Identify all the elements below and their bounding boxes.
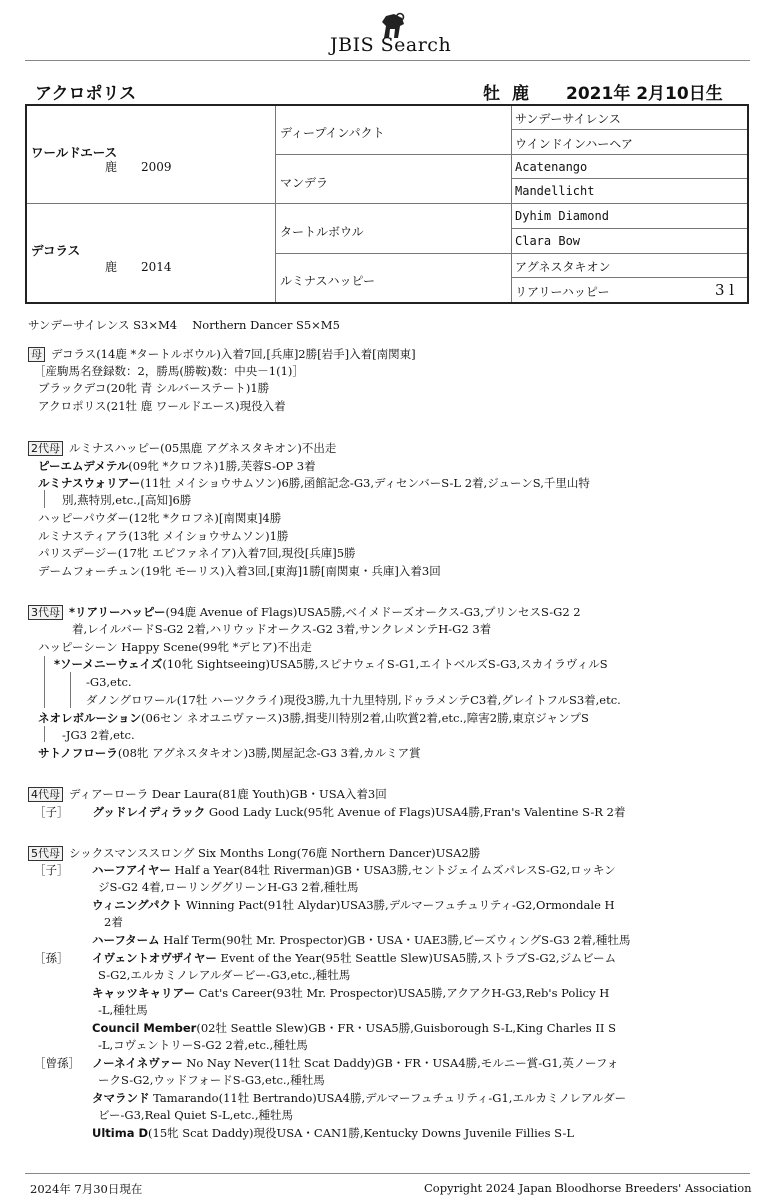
g3-section-head: 3代母 *リアリーハッピー(94鹿 Avenue of Flags)USA5勝,ベイメドーズオークス-G3,プリンセスS-G2 2	[28, 604, 581, 620]
inbreeding-line: サンデーサイレンス S3×M4 Northern Dancer S5×M5	[28, 318, 340, 332]
g5-cont: ビー-G3,Real Quiet S-L,etc.,種牡馬	[98, 1108, 293, 1122]
g3-cont: -JG3 2着,etc.	[62, 728, 135, 742]
dam-registry: ［産駒馬名登録数：2，勝馬(勝鞍)数：中央－1(1)］	[34, 364, 304, 378]
g2-foal: デームフォーチュン(19牝 モーリス)入着3回,[東海]1勝[南関東・兵庫]入着3回	[38, 564, 441, 578]
jbis-logo	[0, 10, 775, 56]
g4-foal: ［子］ グッドレイディラック Good Lady Luck(95牝 Avenue of Flags)USA4勝,Fran's Valentine S-R 2着	[34, 805, 626, 819]
sire-detail: 鹿 2009	[105, 160, 172, 174]
g5-cont: ジS-G2 4着,ローリンググリーンH-G3 2着,種牡馬	[98, 880, 359, 894]
copyright: Copyright 2024 Japan Bloodhorse Breeders' Association	[424, 1181, 752, 1195]
g5-cont: -L,種牡馬	[98, 1003, 148, 1017]
g5-relative-label: ［曾孫］	[34, 1056, 80, 1070]
g3-tag: 3代母	[28, 605, 63, 620]
g2-section-head	[28, 440, 336, 456]
family-number: 3 l	[715, 281, 735, 299]
g3-foal: ハッピーシーン Happy Scene(99牝 *デヒア)不出走	[38, 640, 312, 654]
logo-wordmark: JBIS Search	[330, 34, 452, 56]
g3-ancestor: Acatenango	[515, 160, 588, 174]
g5-relative: ウィニングパクト Winning Pact(91牡 Alydar)USA3勝,デルマーフュチュリティ-G2,Ormondale H	[92, 898, 615, 912]
g5-relative-label: ［孫］	[34, 951, 69, 965]
g3-foal: ネオレボルーション(06セン ネオユニヴァース)3勝,揖斐川特別2着,山吹賞2着,etc.,障害2勝,東京ジャンプS	[38, 711, 589, 725]
horse-name: アクロポリス	[35, 84, 137, 104]
g5-relative: ハーフターム Half Term(90牡 Mr. Prospector)GB・USA・UAE3勝,ビーズウィングS-G3 2着,種牡馬	[92, 933, 631, 947]
g3-ancestor: リアリーハッピー	[515, 285, 610, 299]
sire-dam: マンデラ	[280, 176, 329, 190]
g5-section-head: 5代母 シックスマンススロング Six Months Long(76鹿 Northern Dancer)USA2勝	[28, 845, 480, 861]
g3-great-grandfoal: ダノングロワール(17牡 ハーツクライ)現役3勝,九十九里特別,ドゥラメンテC3着,グレイトフルS3着,etc.	[86, 693, 621, 707]
as-of-date: 2024年 7月30日現在	[30, 1182, 143, 1196]
dam-detail: 鹿 2014	[105, 260, 172, 274]
g5-relative: Council Member(02牡 Seattle Slew)GB・FR・USA5勝,Guisborough S-L,King Charles II S	[92, 1021, 616, 1035]
dam-name: デコラス	[31, 243, 81, 258]
g2-foal: ルミナスティアラ(13牝 メイショウサムソン)1勝	[38, 529, 289, 543]
dam-sire: タートルボウル	[280, 225, 364, 239]
dam-line: デコラス(14鹿 *タートルボウル)入着7回,[兵庫]2勝[岩手]入着[南関東]	[51, 347, 416, 361]
g2-dam: ルミナスハッピー(05黒鹿 アグネスタキオン)不出走	[69, 441, 337, 455]
g4-tag: 4代母	[28, 787, 63, 802]
g5-relative: ノーネイネヴァー No Nay Never(11牡 Scat Daddy)GB・FR・USA4勝,モルニー賞-G1,英ノーフォ	[92, 1056, 619, 1070]
sire-name: ワールドエース	[31, 145, 118, 160]
g5-relative: キャッツキャリアー Cat's Career(93牡 Mr. Prospector)USA5勝,アクアクH-G3,Reb's Policy H	[92, 986, 610, 1000]
g2-foal: ハッピーパウダー(12牝 *クロフネ)[南関東]4勝	[38, 511, 282, 525]
g2-foal: パリスデージー(17牝 エピファネイア)入着7回,現役[兵庫]5勝	[38, 546, 356, 560]
g5-relative: タマランド Tamarando(11牡 Bertrando)USA4勝,デルマーフュチュリティ-G1,エルカミノレアルダー	[92, 1091, 627, 1105]
horse-color: 鹿	[512, 84, 529, 104]
dam-section-head	[28, 346, 416, 362]
g5-tag: 5代母	[28, 846, 63, 861]
g2-foal: ピーエムデメテル(09牝 *クロフネ)1勝,芙蓉S-OP 3着	[38, 459, 316, 473]
dam-foal: ブラックデコ(20牝 青 シルバーステート)1勝	[38, 381, 270, 395]
horse-sex: 牡	[483, 84, 500, 104]
dam-dam: ルミナスハッピー	[280, 274, 376, 288]
g3-grandfoal: *ソーメニーウェイズ(10牝 Sightseeing)USA5勝,スピナウェイS-G1,エイトベルズS-G3,スカイラヴィルS	[54, 657, 608, 671]
g3-cont: -G3,etc.	[86, 675, 132, 689]
dam-foal: アクロポリス(21牡 鹿 ワールドエース)現役入着	[38, 399, 286, 413]
g3-ancestor: Dyhim Diamond	[515, 209, 609, 223]
header-divider	[25, 60, 750, 61]
g4-section-head: 4代母 ディアーローラ Dear Laura(81鹿 Youth)GB・USA入着3回	[28, 786, 387, 802]
g5-cont: ークS-G2,ウッドフォードS-G3,etc.,種牡馬	[98, 1073, 325, 1087]
g2-tag: 2代母	[28, 441, 63, 456]
g5-cont: -L,コヴェントリーS-G2 2着,etc.,種牡馬	[98, 1038, 308, 1052]
g3-ancestor: ウインドインハーヘア	[515, 137, 633, 151]
g5-cont: S-G2,エルカミノレアルダービー-G3,etc.,種牡馬	[98, 968, 351, 982]
dam-tag: 母	[28, 347, 45, 362]
g2-foal: ルミナスウォリアー(11牡 メイショウサムソン)6勝,函館記念-G3,ディセンバーS-L 2着,ジューンS,千里山特	[38, 476, 590, 490]
g5-relative: イヴェントオヴザイヤー Event of the Year(95牡 Seattle Slew)USA5勝,ストラブS-G2,ジムビーム	[92, 951, 617, 965]
horse-birthdate: 2021年 2月10日生	[566, 84, 723, 104]
g5-cont: 2着	[104, 915, 123, 929]
pedigree-table	[25, 104, 749, 304]
g5-relative: ハーフアイヤー Half a Year(84牡 Riverman)GB・USA3勝,セントジェイムズパレスS-G2,ロッキン	[92, 863, 616, 877]
footer-divider	[25, 1173, 750, 1174]
g3-ancestor: サンデーサイレンス	[515, 112, 621, 126]
g2-foal-cont: 別,燕特別,etc.,[高知]6勝	[62, 493, 192, 507]
g3-ancestor: Mandellicht	[515, 184, 595, 198]
g3-ancestor: アグネスタキオン	[515, 260, 611, 274]
sire-sire: ディープインパクト	[280, 126, 385, 140]
g3-foal: サトノフローラ(08牝 アグネスタキオン)3勝,関屋記念-G3 3着,カルミア賞	[38, 746, 421, 760]
g3-ancestor: Clara Bow	[515, 234, 581, 248]
g5-relative-label: ［子］	[34, 863, 69, 877]
g3-cont: 着,レイルバードS-G2 2着,ハリウッドオークス-G2 3着,サンクレメンテH-G2 3着	[72, 622, 492, 636]
g5-relative: Ultima D(15牝 Scat Daddy)現役USA・CAN1勝,Kentucky Downs Juvenile Fillies S-L	[92, 1126, 574, 1140]
